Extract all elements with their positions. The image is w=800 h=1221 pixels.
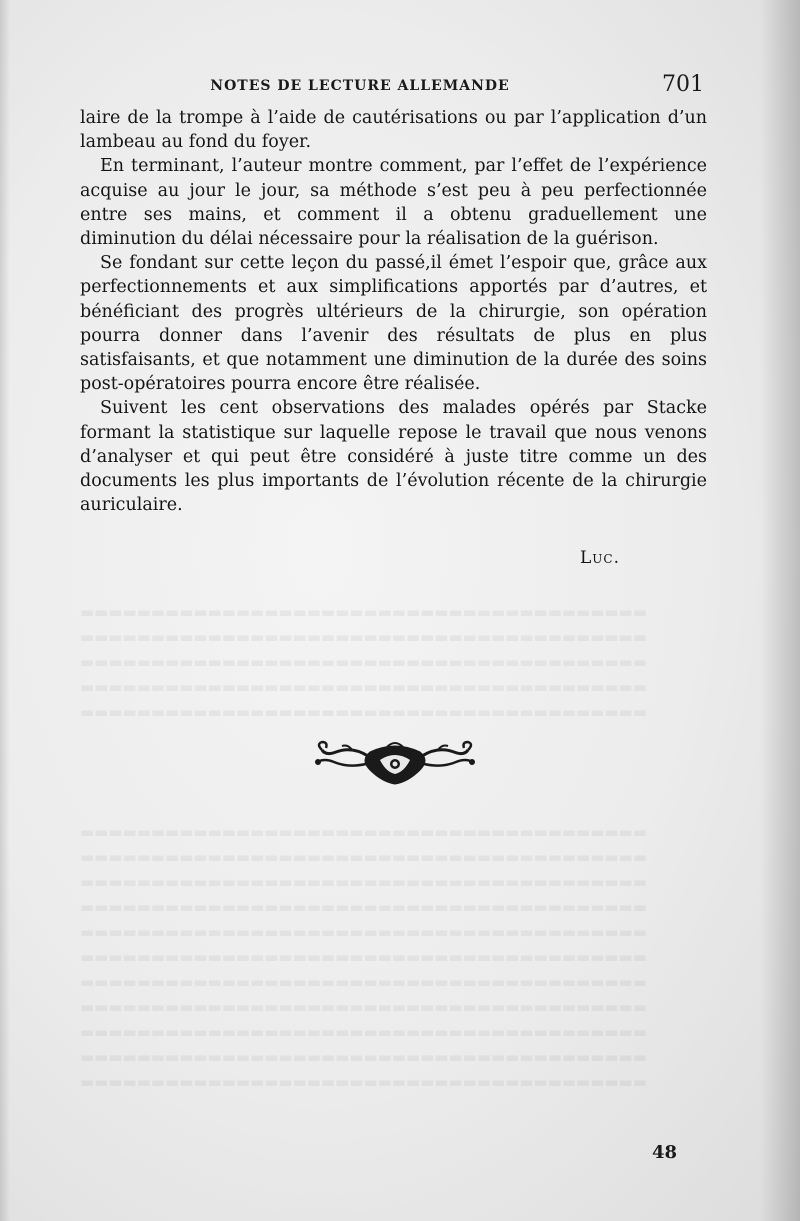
paragraph-3: Se fondant sur cette leçon du passé,il émet l’espoir que, grâce aux perfectionnements et aux simplifications apportés par d’autres, et bénéficiant des progrès ultérieurs de la chirurgie, son opération pourra donner dans l’avenir des résultats de plus en plus satisfaisants, et que notamment une diminution de la durée des soins post-opératoires pourra encore être réalisée.	[80, 253, 707, 395]
show-through-texture-lower: ▬▬▬▬▬▬▬▬▬▬▬▬▬▬▬▬▬▬▬▬▬▬▬▬▬▬▬▬▬▬▬▬▬▬▬▬▬▬▬▬ ▬▬▬▬▬▬▬▬▬▬▬▬▬▬▬▬▬▬▬▬▬▬▬▬▬▬▬▬▬▬▬▬▬▬▬▬▬▬▬▬ ▬▬▬▬▬▬▬▬▬▬▬▬▬▬▬▬▬▬▬▬▬▬▬▬▬▬▬▬▬▬▬▬▬▬▬▬▬▬▬▬ ▬▬▬▬▬▬▬▬▬▬▬▬▬▬▬▬▬▬▬▬▬▬▬▬▬▬▬▬▬▬▬▬▬▬▬▬▬▬▬▬ ▬▬▬▬▬▬▬▬▬▬▬▬▬▬▬▬▬▬▬▬▬▬▬▬▬▬▬▬▬▬▬▬▬▬▬▬▬▬▬▬ ▬▬▬▬▬▬▬▬▬▬▬▬▬▬▬▬▬▬▬▬▬▬▬▬▬▬▬▬▬▬▬▬▬▬▬▬▬▬▬▬ ▬▬▬▬▬▬▬▬▬▬▬▬▬▬▬▬▬▬▬▬▬▬▬▬▬▬▬▬▬▬▬▬▬▬▬▬▬▬▬▬ ▬▬▬▬▬▬▬▬▬▬▬▬▬▬▬▬▬▬▬▬▬▬▬▬▬▬▬▬▬▬▬▬▬▬▬▬▬▬▬▬ ▬▬▬▬▬▬▬▬▬▬▬▬▬▬▬▬▬▬▬▬▬▬▬▬▬▬▬▬▬▬▬▬▬▬▬▬▬▬▬▬ ▬▬▬▬▬▬▬▬▬▬▬▬▬▬▬▬▬▬▬▬▬▬▬▬▬▬▬▬▬▬▬▬▬▬▬▬▬▬▬▬ ▬▬▬▬▬▬▬▬▬▬▬▬▬▬▬▬▬▬▬▬▬▬▬▬▬▬▬▬▬▬▬▬▬▬▬▬▬▬▬▬	[80, 823, 647, 1091]
author-signature: Luc.	[580, 548, 620, 568]
paragraph-1: laire de la trompe à l’aide de cautérisations ou par l’application d’un lambeau au fond du foyer.	[80, 108, 707, 153]
page-gutter-shadow	[760, 0, 800, 1221]
running-title: NOTES DE LECTURE ALLEMANDE	[210, 78, 510, 94]
running-head	[80, 72, 710, 102]
show-through-texture: ▬▬▬▬▬▬▬▬▬▬▬▬▬▬▬▬▬▬▬▬▬▬▬▬▬▬▬▬▬▬▬▬▬▬▬▬▬▬▬▬ ▬▬▬▬▬▬▬▬▬▬▬▬▬▬▬▬▬▬▬▬▬▬▬▬▬▬▬▬▬▬▬▬▬▬▬▬▬▬▬▬ ▬▬▬▬▬▬▬▬▬▬▬▬▬▬▬▬▬▬▬▬▬▬▬▬▬▬▬▬▬▬▬▬▬▬▬▬▬▬▬▬ ▬▬▬▬▬▬▬▬▬▬▬▬▬▬▬▬▬▬▬▬▬▬▬▬▬▬▬▬▬▬▬▬▬▬▬▬▬▬▬▬ ▬▬▬▬▬▬▬▬▬▬▬▬▬▬▬▬▬▬▬▬▬▬▬▬▬▬▬▬▬▬▬▬▬▬▬▬▬▬▬▬	[80, 603, 647, 721]
page-number: 701	[662, 72, 704, 97]
signature-mark: 48	[652, 1142, 678, 1163]
paragraph-4: Suivent les cent observations des malades opérés par Stacke formant la statistique sur laquelle repose le travail que nous venons d’analyser et qui peut être considéré à juste titre comme un des documents les plus importants de l’évolution récente de la chirurgie auriculaire.	[80, 398, 707, 516]
paragraph-2: En terminant, l’auteur montre comment, par l’effet de l’expérience acquise au jour le jour, sa méthode s’est peu à peu perfectionnée entre ses mains, et comment il a obtenu graduellement une diminution du délai nécessaire pour la réalisation de la guérison.	[80, 156, 707, 250]
body-text	[80, 106, 707, 517]
fleuron-ornament-icon	[312, 738, 478, 786]
page-left-edge-shadow	[0, 0, 10, 1221]
